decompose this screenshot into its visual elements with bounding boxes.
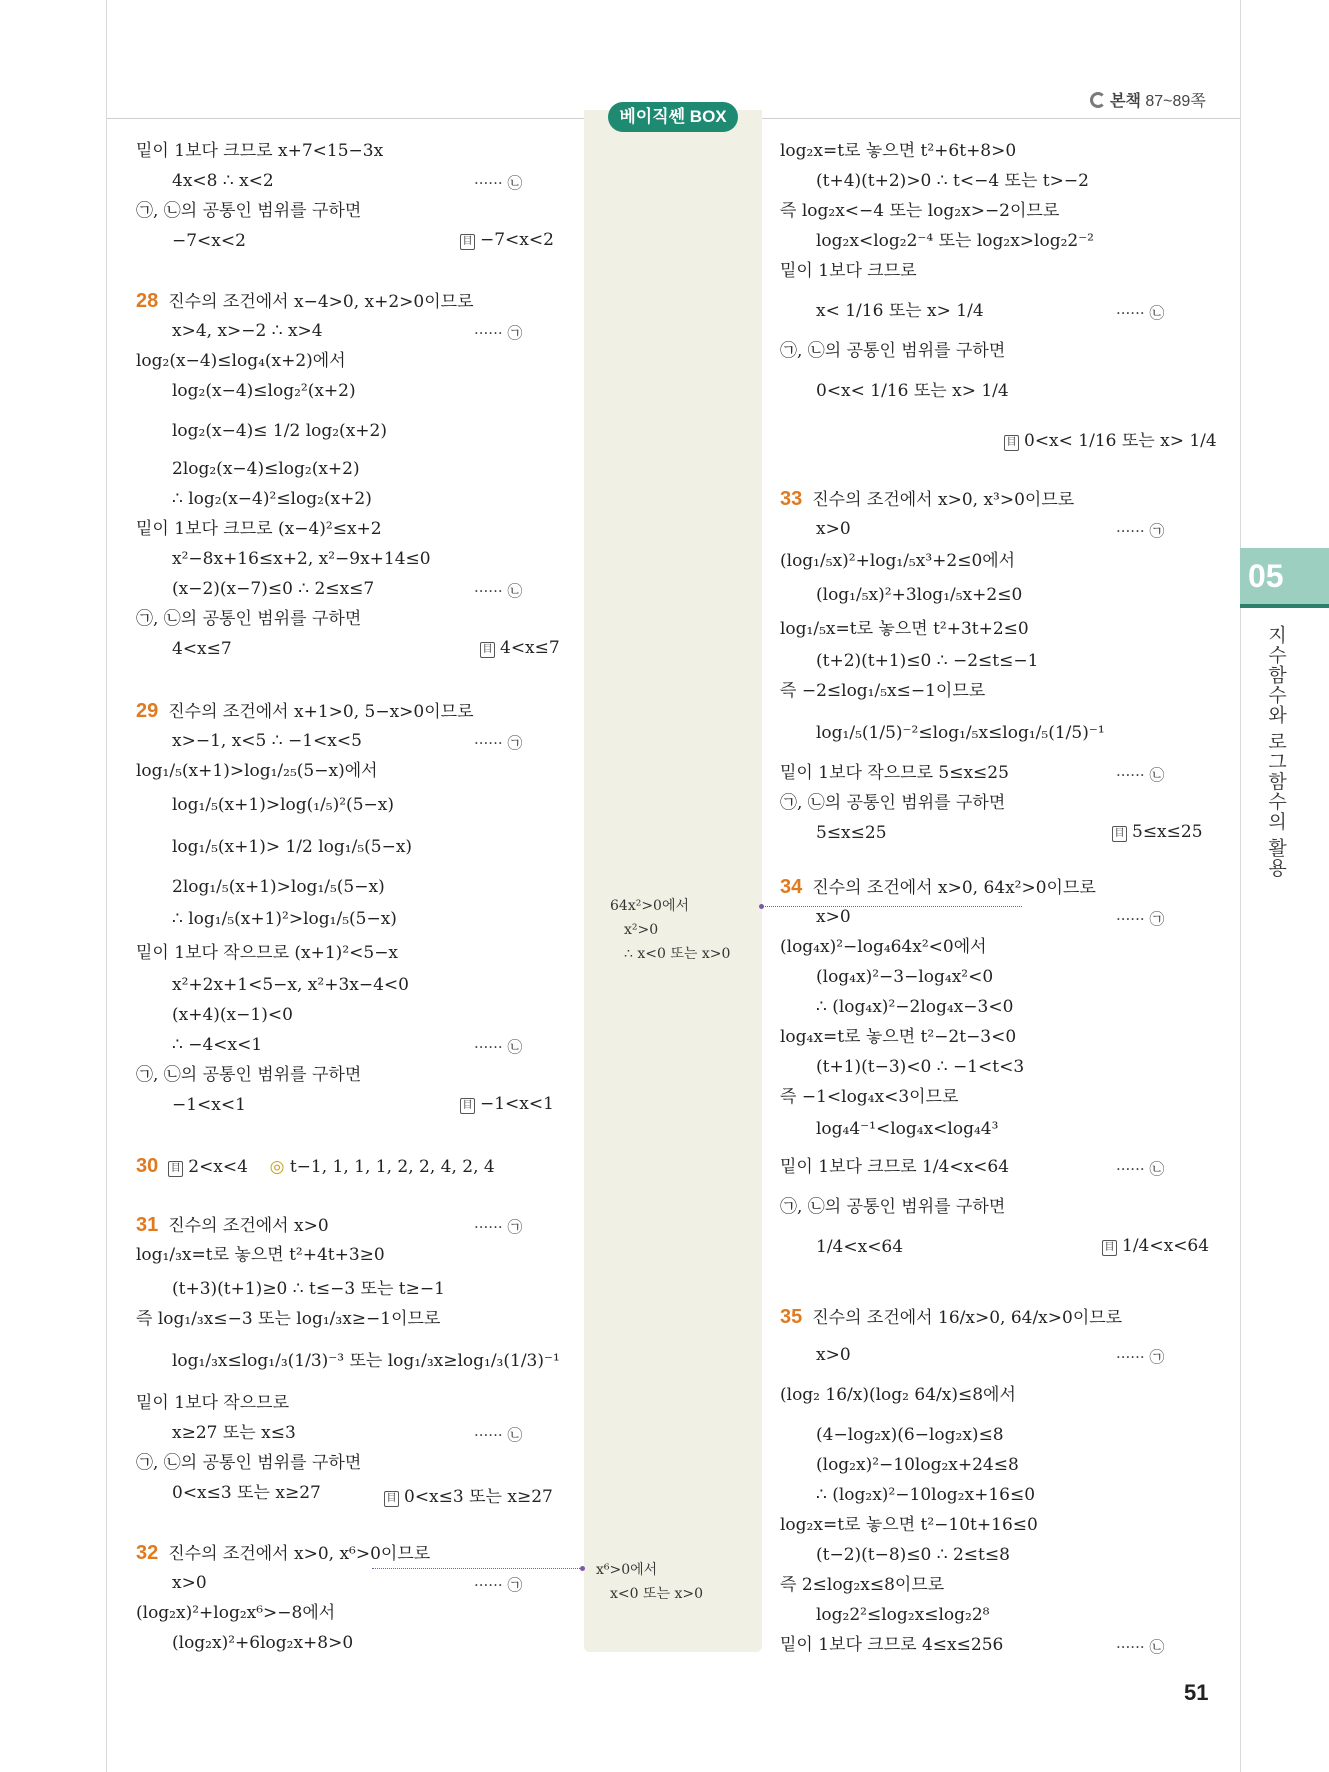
box-note-32 [596, 1558, 703, 1606]
solution-line: ∴ log₁/₅(x+1)²>log₁/₅(5−x) [172, 909, 397, 929]
problem-text: 진수의 조건에서 x>0, x³>0이므로 [812, 490, 1075, 510]
answer-text: 2<x<4 [188, 1157, 248, 1177]
condition-mark: ······ ㉡ [1116, 766, 1165, 784]
reference-icon [1090, 92, 1106, 108]
solution-line: log₁/₅(1/5)⁻²≤log₁/₅x≤log₁/₅(1/5)⁻¹ [816, 723, 1105, 743]
solution-line: (log₄x)²−3−log₄x²<0 [816, 967, 994, 987]
solution-line: (log₂ 16/x)(log₂ 64/x)≤8에서 [780, 1385, 1016, 1405]
connector-dot [759, 904, 764, 909]
answer-27 [460, 230, 554, 250]
answer-icon: 目 [168, 1161, 183, 1177]
solution-line: log₄x=t로 놓으면 t²−2t−3<0 [780, 1027, 1017, 1047]
solution-line: ㉠, ㉡의 공통인 범위를 구하면 [136, 1065, 362, 1085]
problem-number-29: 29 [136, 700, 159, 722]
problem-text: 진수의 조건에서 x>0, 64x²>0이므로 [812, 878, 1096, 898]
solution-line: (log₁/₅x)²+3log₁/₅x+2≤0 [816, 585, 1023, 605]
chapter-tab[interactable]: 05 [1240, 548, 1329, 604]
solution-line: (t+4)(t+2)>0 ∴ t<−4 또는 t>−2 [816, 171, 1089, 191]
problem-header [136, 1214, 329, 1237]
answer-34 [1102, 1236, 1209, 1256]
solution-line: ㉠, ㉡의 공통인 범위를 구하면 [780, 1197, 1006, 1217]
solution-line: log₁/₃x=t로 놓으면 t²+4t+3≥0 [136, 1245, 385, 1265]
condition-mark: ······ ㉠ [474, 1576, 523, 1594]
solution-line: 밑이 1보다 크므로 x+7<15−3x [136, 141, 384, 161]
solution-line: (x+4)(x−1)<0 [172, 1005, 293, 1025]
answer-icon: 目 [1112, 826, 1127, 842]
problem-number-32: 32 [136, 1542, 159, 1564]
problem-number-28: 28 [136, 290, 159, 312]
answer-text: −1<x<1 [480, 1094, 554, 1114]
connector-line [762, 906, 1022, 907]
solution-line: log₁/₅(x+1)>log(₁/₅)²(5−x) [172, 795, 394, 815]
answer-icon: 目 [460, 1098, 475, 1114]
solution-line: ㉠, ㉡의 공통인 범위를 구하면 [136, 609, 362, 629]
solution-line: (t+1)(t−3)<0 ∴ −1<t<3 [816, 1057, 1025, 1077]
answer-text: 0<x< 1/16 또는 x> 1/4 [1024, 431, 1217, 451]
problem-header [780, 488, 1074, 511]
solution-line: x>0 [172, 1573, 207, 1593]
page-range: 87~89쪽 [1145, 93, 1206, 110]
solution-line: x>4, x>−2 ∴ x>4 [172, 321, 323, 341]
solution-line: 4<x≤7 [172, 639, 232, 659]
answer-icon: 目 [1102, 1240, 1117, 1256]
problem-header [136, 290, 474, 313]
problem-header [780, 876, 1096, 899]
condition-mark: ······ ㉠ [1116, 522, 1165, 540]
solution-line: (log₂x)²−10log₂x+24≤8 [816, 1455, 1019, 1475]
condition-mark: ······ ㉠ [1116, 910, 1165, 928]
answer-icon: 目 [1004, 435, 1019, 451]
solution-line: ㉠, ㉡의 공통인 범위를 구하면 [136, 1453, 362, 1473]
solution-line: 즉 −2≤log₁/₅x≤−1이므로 [780, 681, 986, 701]
condition-mark: ······ ㉠ [474, 734, 523, 752]
page-reference [1090, 88, 1206, 111]
answer-icon: 目 [480, 642, 495, 658]
condition-mark: ······ ㉠ [1116, 1348, 1165, 1366]
box-note-line: x²>0 [624, 922, 659, 938]
solution-line: (x−2)(x−7)≤0 ∴ 2≤x≤7 [172, 579, 375, 599]
problem-number-31: 31 [136, 1214, 159, 1236]
box-note-34 [610, 894, 730, 966]
book-label: 본책 [1110, 93, 1141, 110]
solution-line: (4−log₂x)(6−log₂x)≤8 [816, 1425, 1004, 1445]
problem-text: 진수의 조건에서 16/x>0, 64/x>0이므로 [812, 1308, 1123, 1328]
solution-line: (t+2)(t+1)≤0 ∴ −2≤t≤−1 [816, 651, 1039, 671]
box-note-line: 64x²>0에서 [610, 898, 690, 914]
solution-line: x< 1/16 또는 x> 1/4 [816, 301, 984, 321]
condition-mark: ······ ㉡ [1116, 1160, 1165, 1178]
problem-number-33: 33 [780, 488, 803, 510]
condition-mark: ······ ㉡ [474, 174, 523, 192]
solution-line: log₂2²≤log₂x≤log₂2⁸ [816, 1605, 990, 1625]
solution-line: 0<x< 1/16 또는 x> 1/4 [816, 381, 1009, 401]
hint-text: t−1, 1, 1, 1, 2, 2, 4, 2, 4 [289, 1157, 495, 1177]
solution-line: 밑이 1보다 크므로 4≤x≤256 [780, 1635, 1004, 1655]
answer-text: 1/4<x<64 [1122, 1236, 1210, 1256]
solution-line: 즉 −1<log₄x<3이므로 [780, 1087, 959, 1107]
box-title: 베이직쎈 [619, 107, 686, 126]
solution-line: log₂(x−4)≤log₄(x+2)에서 [136, 351, 346, 371]
solution-line: 밑이 1보다 크므로 (x−4)²≤x+2 [136, 519, 382, 539]
answer-icon: 目 [384, 1491, 399, 1507]
solution-line: ㉠, ㉡의 공통인 범위를 구하면 [780, 341, 1006, 361]
solution-line: (log₁/₅x)²+log₁/₅x³+2≤0에서 [780, 551, 1016, 571]
problem-number-35: 35 [780, 1306, 803, 1328]
solution-line: ∴ log₂(x−4)²≤log₂(x+2) [172, 489, 372, 509]
answer-28 [480, 638, 560, 658]
page-frame-left [106, 0, 107, 1772]
solution-line: (log₂x)²+log₂x⁶>−8에서 [136, 1603, 336, 1623]
problem-text: 진수의 조건에서 x>0 [168, 1216, 329, 1236]
condition-mark: ······ ㉠ [474, 1218, 523, 1236]
target-icon: ◎ [269, 1157, 285, 1177]
answer-29 [460, 1094, 554, 1114]
solution-line: x>−1, x<5 ∴ −1<x<5 [172, 731, 362, 751]
condition-mark: ······ ㉠ [474, 324, 523, 342]
solution-line: log₂(x−4)≤log₂²(x+2) [172, 381, 356, 401]
problem-header [136, 1155, 495, 1178]
solution-line: x>0 [816, 907, 851, 927]
solution-line: 0<x≤3 또는 x≥27 [172, 1483, 321, 1503]
answer-31 [384, 1482, 553, 1507]
answer-text: 5≤x≤25 [1132, 822, 1203, 842]
connector-dot [580, 1566, 585, 1571]
solution-line: −7<x<2 [172, 231, 246, 251]
solution-line: log₂x=t로 놓으면 t²+6t+8>0 [780, 141, 1017, 161]
solution-line: log₂x<log₂2⁻⁴ 또는 log₂x>log₂2⁻² [816, 231, 1094, 251]
solution-line: log₄4⁻¹<log₄x<log₄4³ [816, 1119, 999, 1139]
solution-line: x≥27 또는 x≤3 [172, 1423, 296, 1443]
box-note-line: ∴ x<0 또는 x>0 [624, 946, 731, 962]
solution-line: 밑이 1보다 크므로 [780, 261, 917, 281]
solution-line: 즉 log₂x<−4 또는 log₂x>−2이므로 [780, 201, 1060, 221]
condition-mark: ······ ㉡ [1116, 304, 1165, 322]
basic-box-label [608, 102, 738, 132]
problem-text: 진수의 조건에서 x>0, x⁶>0이므로 [168, 1544, 431, 1564]
solution-line: 밑이 1보다 작으므로 (x+1)²<5−x [136, 943, 399, 963]
solution-line: 밑이 1보다 작으므로 [136, 1393, 289, 1413]
solution-line: x²+2x+1<5−x, x²+3x−4<0 [172, 975, 409, 995]
page-frame-right [1240, 0, 1241, 1772]
answer-text: 4<x≤7 [500, 638, 560, 658]
solution-line: (log₄x)²−log₄64x²<0에서 [780, 937, 987, 957]
solution-line: ∴ −4<x<1 [172, 1035, 263, 1055]
condition-mark: ······ ㉡ [1116, 1638, 1165, 1656]
problem-number-34: 34 [780, 876, 803, 898]
answer-32 [1004, 426, 1217, 451]
solution-line: log₂(x−4)≤ 1/2 log₂(x+2) [172, 421, 387, 441]
solution-line: x>0 [816, 1345, 851, 1365]
condition-mark: ······ ㉡ [474, 582, 523, 600]
solution-line: 즉 log₁/₃x≤−3 또는 log₁/₃x≥−1이므로 [136, 1309, 441, 1329]
solution-line: ㉠, ㉡의 공통인 범위를 구하면 [136, 201, 362, 221]
solution-line: (t−2)(t−8)≤0 ∴ 2≤t≤8 [816, 1545, 1010, 1565]
solution-line: 즉 2≤log₂x≤8이므로 [780, 1575, 945, 1595]
solution-line: 2log₂(x−4)≤log₂(x+2) [172, 459, 360, 479]
solution-line: x>0 [816, 519, 851, 539]
solution-line: log₁/₅(x+1)> 1/2 log₁/₅(5−x) [172, 837, 413, 857]
box-note-line: x<0 또는 x>0 [610, 1586, 704, 1602]
solution-line: 밑이 1보다 작으므로 5≤x≤25 [780, 763, 1009, 783]
problem-text: 진수의 조건에서 x+1>0, 5−x>0이므로 [168, 702, 474, 722]
page-number: 51 [1184, 1680, 1209, 1705]
solution-line: ∴ (log₂x)²−10log₂x+16≤0 [816, 1485, 1036, 1505]
problem-number-30: 30 [136, 1155, 159, 1177]
solution-line: log₁/₅(x+1)>log₁/₂₅(5−x)에서 [136, 761, 378, 781]
condition-mark: ······ ㉡ [474, 1038, 523, 1056]
solution-line: ㉠, ㉡의 공통인 범위를 구하면 [780, 793, 1006, 813]
connector-line [372, 1568, 582, 1569]
problem-header [780, 1306, 1122, 1329]
problem-text: 진수의 조건에서 x−4>0, x+2>0이므로 [168, 292, 474, 312]
problem-header [136, 1542, 430, 1565]
solution-line: x²−8x+16≤x+2, x²−9x+14≤0 [172, 549, 431, 569]
box-suffix: BOX [689, 107, 727, 126]
solution-line: −1<x<1 [172, 1095, 246, 1115]
solution-line: (t+3)(t+1)≥0 ∴ t≤−3 또는 t≥−1 [172, 1279, 445, 1299]
solution-line: (log₂x)²+6log₂x+8>0 [172, 1633, 354, 1653]
answer-icon: 目 [460, 234, 475, 250]
solution-line: 5≤x≤25 [816, 823, 887, 843]
solution-line: log₁/₅x=t로 놓으면 t²+3t+2≤0 [780, 619, 1029, 639]
answer-text: 0<x≤3 또는 x≥27 [404, 1487, 553, 1507]
chapter-title: 지수함수와 로그함수의 활용 [1265, 625, 1286, 878]
chapter-tab-underline [1240, 604, 1329, 608]
solution-line: 1/4<x<64 [816, 1237, 904, 1257]
solution-line: log₁/₃x≤log₁/₃(1/3)⁻³ 또는 log₁/₃x≥log₁/₃(1/3)⁻¹ [172, 1351, 560, 1371]
solution-line: log₂x=t로 놓으면 t²−10t+16≤0 [780, 1515, 1038, 1535]
basic-box-column [584, 110, 762, 1652]
answer-33 [1112, 822, 1203, 842]
problem-header [136, 700, 474, 723]
solution-line: 밑이 1보다 크므로 1/4<x<64 [780, 1157, 1010, 1177]
condition-mark: ······ ㉡ [474, 1426, 523, 1444]
solution-line: 4x<8 ∴ x<2 [172, 171, 274, 191]
answer-text: −7<x<2 [480, 230, 554, 250]
solution-line: ∴ (log₄x)²−2log₄x−3<0 [816, 997, 1014, 1017]
box-note-line: x⁶>0에서 [596, 1562, 658, 1578]
solution-line: 2log₁/₅(x+1)>log₁/₅(5−x) [172, 877, 385, 897]
